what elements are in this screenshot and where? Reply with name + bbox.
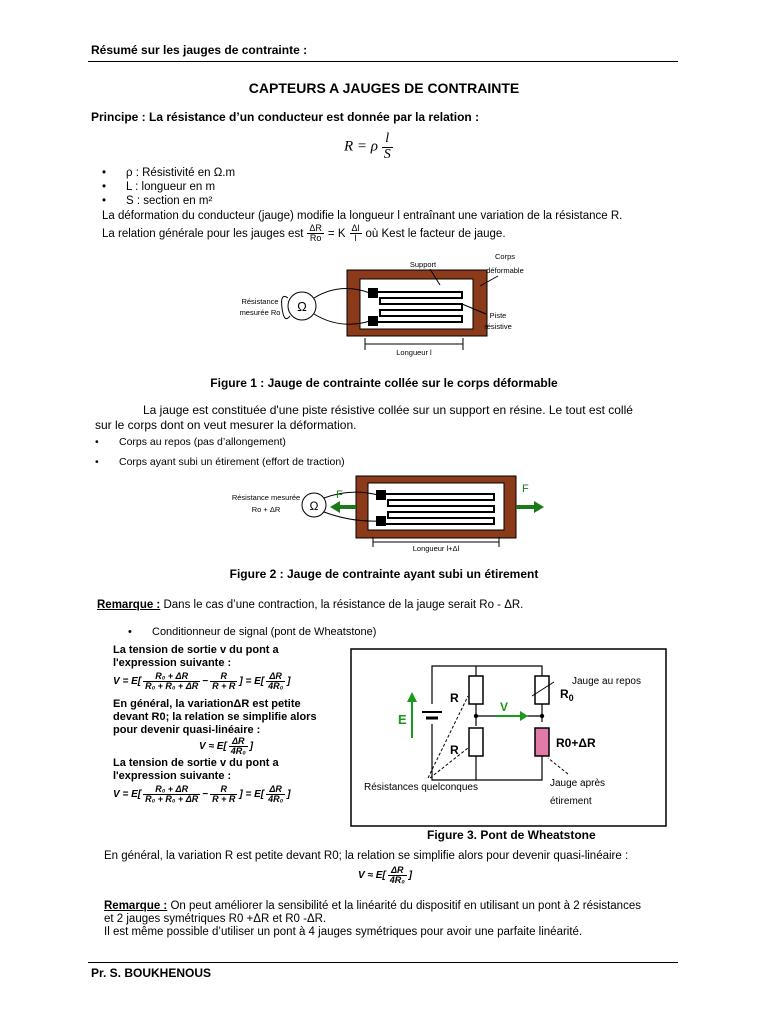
left-text: La tension de sortie v du pont a xyxy=(113,756,279,769)
frac-den: R + R xyxy=(212,794,236,805)
definitions-list xyxy=(102,166,235,208)
left-text: l'expression suivante : xyxy=(113,769,232,782)
remarque-text: On peut améliorer la sensibilité et la linéarité du dispositif en utilisant un pont à 2 résistances xyxy=(170,900,641,912)
length-label: Longueur l xyxy=(396,348,432,357)
principle-text: Principe : La résistance d’un conducteur est donnée par la relation : xyxy=(91,110,480,124)
footer-rule xyxy=(88,962,678,963)
remarque-1 xyxy=(97,599,523,611)
state-list xyxy=(95,432,345,472)
frac-num: ΔR xyxy=(229,737,248,747)
corps-label: Corps xyxy=(494,252,516,261)
r0-dr-label: R0+ΔR xyxy=(556,736,596,750)
eq-text: − xyxy=(202,789,209,801)
figure-3-wheatstone-bridge xyxy=(350,648,668,828)
r-label-top: R xyxy=(450,691,459,705)
relation-post: où Kest le facteur de jauge. xyxy=(365,227,506,240)
node-right xyxy=(540,714,544,718)
force-arrowhead-left xyxy=(330,501,340,513)
left-text: pour devenir quasi-linéaire : xyxy=(113,723,261,736)
figure-2-stretched-gauge xyxy=(226,470,556,554)
frac-den: 4R₀ xyxy=(389,875,405,886)
header-rule xyxy=(88,61,678,62)
r-label-bottom: R xyxy=(450,743,459,757)
eq-text: V ≈ E[ xyxy=(199,741,227,753)
force-label-right: F xyxy=(522,483,529,495)
left-text: l'expression suivante : xyxy=(113,657,232,669)
frac-den: 4R₀ xyxy=(268,794,284,805)
gauge-r0-dr xyxy=(535,728,549,756)
eq-text: V = E[ xyxy=(113,676,142,688)
resistance-formula xyxy=(344,132,393,162)
equation-1 xyxy=(113,672,317,692)
document-title: CAPTEURS A JAUGES DE CONTRAINTE xyxy=(248,80,520,96)
eq-text: V = E[ xyxy=(113,789,142,801)
gauge-relation xyxy=(102,224,506,244)
support-label: Support xyxy=(409,260,437,269)
figure-2-caption: Figure 2 : Jauge de contrainte ayant subi un étirement xyxy=(229,567,539,581)
ohm-symbol: Ω xyxy=(309,499,319,513)
equation-2 xyxy=(199,737,317,757)
paragraph-3-line-2: sur le corps dont on veut mesurer la déformation. xyxy=(95,418,357,432)
formula-den: S xyxy=(383,146,391,162)
node-left xyxy=(474,714,478,718)
piste-label-1: Piste xyxy=(489,311,507,320)
eq-text: − xyxy=(202,676,209,688)
frac-num: R₀ + ΔR xyxy=(143,672,200,682)
formula-lhs: R = ρ xyxy=(344,138,378,155)
wheatstone-list xyxy=(128,625,376,639)
remarque-text: Dans le cas d’une contraction, la résistance de la jauge serait Ro - ΔR. xyxy=(163,599,524,611)
v-label: V xyxy=(500,700,509,714)
paragraph-3-line-1: La jauge est constituée d'une piste résistive collée sur un support en résine. Le tout est collé xyxy=(143,403,633,417)
deformation-paragraph: La déformation du conducteur (jauge) modifie la longueur l entraînant une variation de la résistance R. xyxy=(102,210,623,222)
figure-1-caption: Figure 1 : Jauge de contrainte collée sur le corps déformable xyxy=(210,376,558,390)
eq-text: ] xyxy=(408,870,413,882)
piste-label-2: résistive xyxy=(484,322,512,331)
figure-1-gauge xyxy=(230,252,540,360)
length-label: Longueur l+Δl xyxy=(412,544,460,553)
frac-den: Ro xyxy=(309,233,322,244)
frac-num: R xyxy=(210,672,237,682)
frac-num: ΔR xyxy=(266,785,285,795)
frac-num: Δl xyxy=(351,223,360,233)
resistances-quelconques-label: Résistances quelconques xyxy=(364,782,478,793)
resistor-r-top xyxy=(469,676,483,704)
eq-text: ] xyxy=(287,789,291,801)
eq-text: ] = E[ xyxy=(239,789,265,801)
remarque-text: Il est même possible d’utiliser un pont à 4 jauges symétriques pour avoir une parfaite linéarité. xyxy=(104,926,583,938)
force-arrowhead-right xyxy=(534,501,544,513)
figure-3-caption: Figure 3. Pont de Wheatstone xyxy=(427,828,596,842)
r0-subscript: 0 xyxy=(568,693,574,703)
ohm-symbol: Ω xyxy=(297,299,307,314)
e-label: E xyxy=(398,712,407,727)
list-item: • ρ : Résistivité en Ω.m xyxy=(102,166,235,180)
relation-k: = K xyxy=(327,227,346,240)
eq-text: ] xyxy=(287,676,291,688)
eq-text: ] = E[ xyxy=(239,676,265,688)
running-header: Résumé sur les jauges de contrainte : xyxy=(91,43,308,57)
list-item: • S : section en m² xyxy=(102,194,235,208)
frac-num: ΔR xyxy=(388,866,407,876)
resistance-label-1: Résistance mesurée xyxy=(231,493,301,502)
list-item: • Conditionneur de signal (pont de Wheatstone) xyxy=(128,625,376,639)
remarque-2 xyxy=(104,900,641,939)
frac-den: R₀ + R₀ + ΔR xyxy=(145,681,199,692)
equation-4 xyxy=(358,866,412,886)
frac-den: l xyxy=(354,233,357,244)
resistance-label-2: mesurée Ro xyxy=(239,308,281,317)
list-item: • Corps au repos (pas d’allongement) xyxy=(95,432,345,452)
left-column xyxy=(113,644,317,805)
list-item: • L : longueur en m xyxy=(102,180,235,194)
frac-den: R₀ + R₀ + ΔR xyxy=(145,794,199,805)
jauge-apres-label-1: Jauge après xyxy=(550,778,606,789)
frac-num: R₀ + ΔR xyxy=(143,785,200,795)
jauge-apres-label-2: étirement xyxy=(550,796,592,807)
general-text: En général, la variation R est petite devant R0; la relation se simplifie alors pour devenir quasi-linéaire : xyxy=(104,850,629,862)
eq-text: V ≈ E[ xyxy=(358,870,386,882)
list-item: • Corps ayant subi un étirement (effort de traction) xyxy=(95,452,345,472)
eq-text: ] xyxy=(249,741,254,753)
formula-num: l xyxy=(382,132,393,148)
frac-num: ΔR xyxy=(266,672,285,682)
frac-den: R + R xyxy=(212,681,236,692)
jauge-repos-label: Jauge au repos xyxy=(572,676,641,687)
resistor-r-bottom xyxy=(469,728,483,756)
left-text: En général, la variationΔR est petite xyxy=(113,697,301,710)
frac-den: 4R₀ xyxy=(268,681,284,692)
equation-3 xyxy=(113,785,317,805)
left-text: La tension de sortie v du pont a xyxy=(113,644,279,656)
r0-text: R xyxy=(560,687,569,701)
remarque-text: et 2 jauges symétriques R0 +ΔR et R0 -ΔR. xyxy=(104,913,327,925)
relation-text: La relation générale pour les jauges est xyxy=(102,227,304,240)
footer-author: Pr. S. BOUKHENOUS xyxy=(91,966,212,980)
resistance-label-2: Ro + ΔR xyxy=(251,505,281,514)
left-text: devant R0; la relation se simplifie alors xyxy=(113,710,317,723)
remarque-label: Remarque : xyxy=(104,900,168,912)
resistance-label-1: Résistance xyxy=(241,297,279,306)
frac-den: 4R₀ xyxy=(230,746,246,757)
frac-num: R xyxy=(210,785,237,795)
deformable-label: déformable xyxy=(486,266,524,275)
force-label-left: F xyxy=(336,489,343,501)
frac-num: ΔR xyxy=(309,223,322,233)
remarque-label: Remarque : xyxy=(97,599,161,611)
